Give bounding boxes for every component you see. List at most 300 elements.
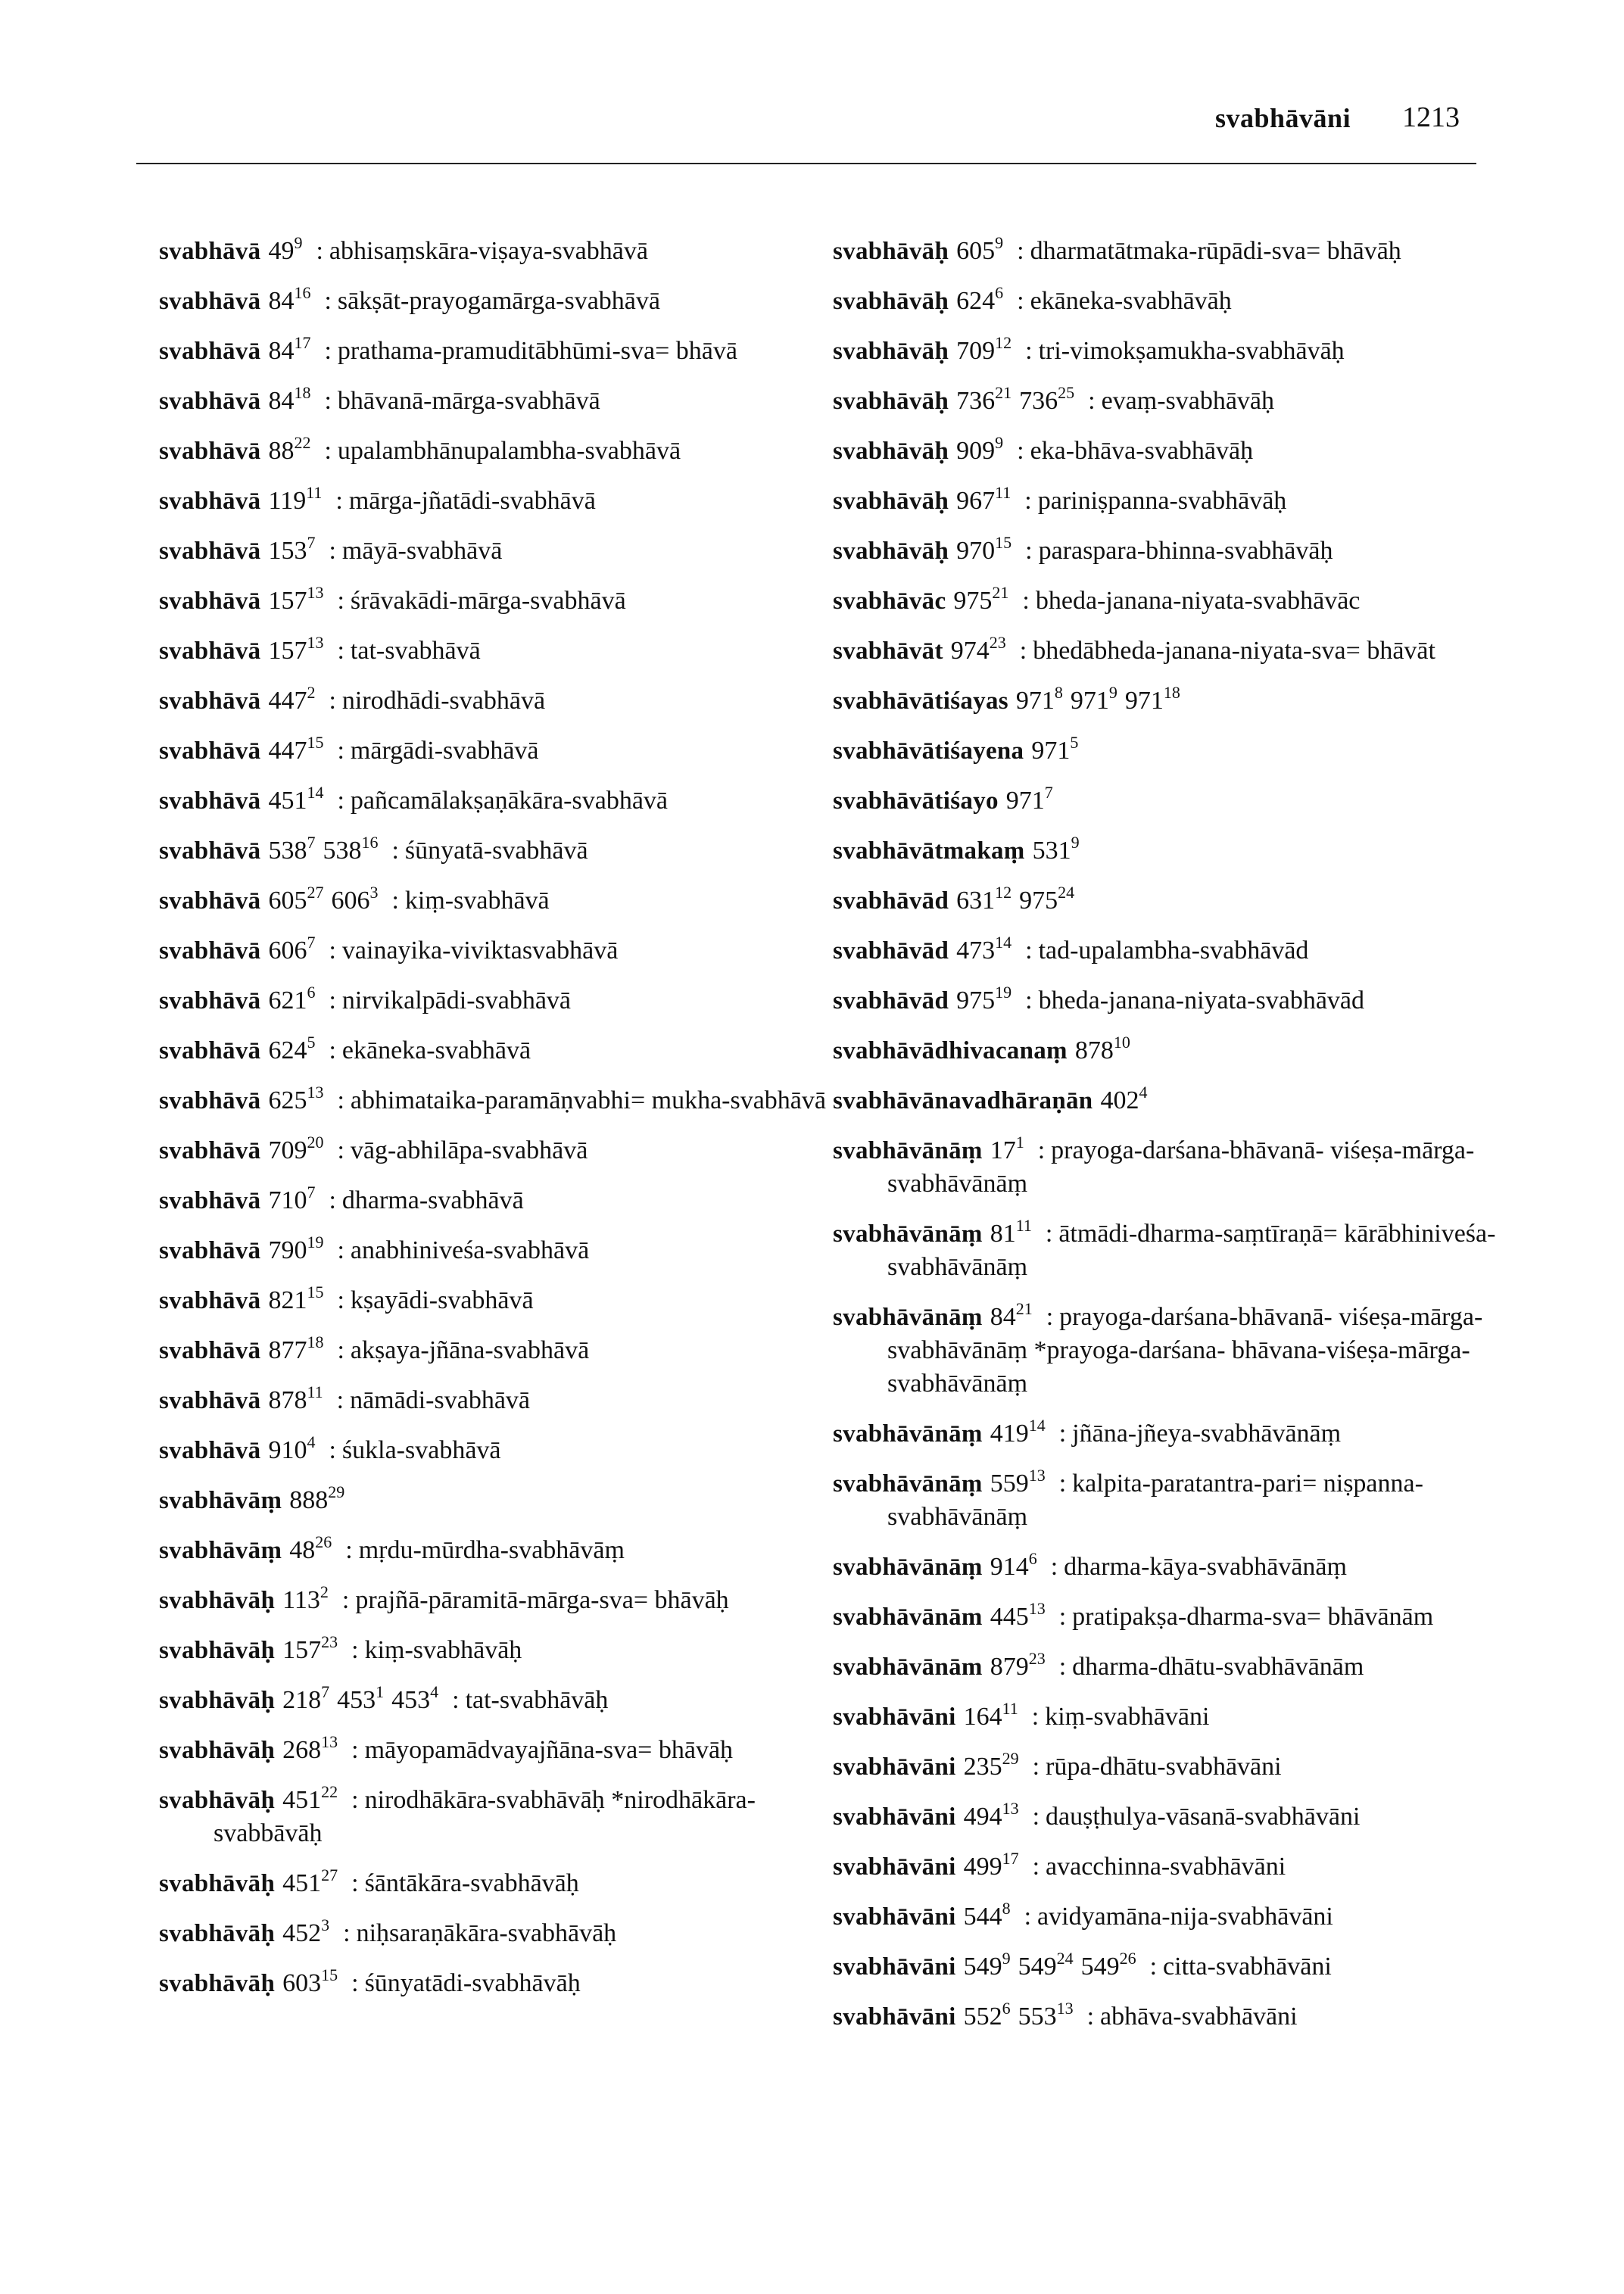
ref-line: 11 — [1002, 1699, 1018, 1718]
page-line-reference — [990, 1299, 1033, 1331]
entry-headword: svabhāvānavadhāraṇān — [833, 1087, 1093, 1114]
colon-separator: : — [1088, 387, 1096, 415]
page-line-reference — [990, 1649, 1046, 1681]
entry-headword: svabhāvā — [159, 438, 261, 465]
index-entry — [833, 235, 1499, 268]
entry-headword: svabhāvānāṃ — [833, 1304, 983, 1331]
ref-page: 113 — [282, 1586, 320, 1614]
ref-line: 18 — [307, 1332, 324, 1351]
entry-references — [1032, 833, 1087, 865]
index-entry — [159, 535, 840, 568]
entry-headword: svabhāvānāṃ — [833, 1137, 983, 1164]
page-line-reference — [268, 933, 316, 965]
entry-compound: māyopamādvayajñāna-sva= bhāvāḥ — [364, 1736, 734, 1764]
page-line-reference — [1100, 1083, 1148, 1114]
ref-page: 549 — [1080, 1953, 1120, 1981]
ref-line: 5 — [1070, 733, 1079, 752]
entry-references — [963, 1799, 1027, 1831]
entry-compound: niḥsaraṇākāra-svabhāvāḥ — [356, 1919, 617, 1947]
entry-headword: svabhāvād — [833, 987, 949, 1015]
entry-compound: anabhiniveśa-svabhāvā — [350, 1236, 590, 1264]
ref-line: 3 — [321, 1915, 330, 1934]
ref-page: 975 — [953, 587, 993, 615]
colon-separator: : — [351, 1869, 359, 1897]
index-entry — [833, 485, 1499, 518]
index-entry — [159, 1284, 840, 1317]
entry-compound: bhedābheda-janana-niyata-sva= bhāvāt — [1033, 637, 1435, 665]
entry-headword: svabhāvāḥ — [159, 1787, 276, 1814]
page-line-reference — [1019, 883, 1075, 915]
page-line-reference — [956, 233, 1004, 265]
page-line-reference — [268, 1033, 316, 1064]
ref-page: 877 — [268, 1336, 307, 1364]
entry-compound: prayoga-darśana-bhāvanā- viśeṣa-mārga-svabhāvānāṃ — [887, 1136, 1475, 1198]
ref-page: 544 — [963, 1903, 1002, 1931]
entry-references — [963, 1749, 1027, 1781]
colon-separator: : — [1032, 1803, 1040, 1831]
entry-references — [990, 1599, 1053, 1631]
index-entry — [159, 435, 840, 468]
entry-compound: śūnyatā-svabhāvā — [404, 837, 588, 865]
entry-references — [956, 883, 1082, 915]
page-line-reference — [268, 1233, 324, 1264]
entry-compound: ātmādi-dharma-saṃtīraṇā= kārābhiniveśa-svabhāvānāṃ — [887, 1220, 1496, 1281]
ref-page: 621 — [268, 986, 307, 1015]
page-line-reference — [950, 633, 1006, 665]
entry-references — [268, 233, 310, 265]
entry-headword: svabhāvāc — [833, 588, 946, 615]
ref-page: 164 — [963, 1703, 1002, 1731]
ref-line: 15 — [307, 733, 324, 752]
index-entry — [833, 834, 1499, 868]
entry-references — [268, 733, 331, 765]
colon-separator: : — [351, 1736, 359, 1764]
index-entry — [833, 634, 1499, 668]
ref-line: 20 — [307, 1133, 324, 1152]
ref-line: 10 — [1113, 1033, 1130, 1052]
entry-references — [990, 1466, 1053, 1498]
ref-line: 6 — [1028, 1549, 1037, 1568]
ref-line: 2 — [307, 683, 316, 702]
ref-page: 453 — [391, 1686, 431, 1714]
index-entry — [159, 235, 840, 268]
entry-compound: prathama-pramuditābhūmi-sva= bhāvā — [337, 337, 737, 365]
page-line-reference — [268, 533, 316, 565]
index-entry — [833, 2000, 1499, 2034]
index-entry — [833, 1601, 1499, 1634]
ref-page: 538 — [268, 837, 307, 865]
colon-separator: : — [1024, 1903, 1032, 1931]
ref-page: 494 — [963, 1803, 1002, 1831]
ref-page: 971 — [1015, 687, 1055, 715]
page-line-reference — [1018, 1949, 1074, 1981]
entry-references — [282, 1865, 345, 1897]
page-line-reference — [268, 433, 311, 465]
ref-line: 19 — [307, 1233, 324, 1251]
index-entry — [159, 1034, 840, 1068]
entry-headword: svabhāvānāṃ — [833, 1470, 983, 1498]
entry-compound: mārga-jñatādi-svabhāvā — [348, 487, 596, 515]
page-line-reference — [289, 1532, 332, 1564]
entry-compound: śāntākāra-svabhāvāḥ — [364, 1869, 579, 1897]
entry-references — [289, 1532, 339, 1564]
entry-references — [268, 483, 329, 515]
page-line-reference — [956, 883, 1012, 915]
entry-references — [282, 1682, 446, 1714]
ref-line: 16 — [294, 283, 311, 302]
entry-references — [268, 333, 318, 365]
page-line-reference — [990, 1416, 1046, 1448]
colon-separator: : — [1050, 1553, 1058, 1581]
entry-references — [956, 383, 1082, 415]
page-line-reference — [268, 1083, 324, 1114]
ref-page: 549 — [1018, 1953, 1057, 1981]
page-line-reference — [268, 833, 316, 865]
ref-page: 549 — [963, 1953, 1002, 1981]
colon-separator: : — [329, 986, 336, 1015]
ref-page: 559 — [990, 1470, 1029, 1498]
entry-references — [268, 983, 323, 1015]
ref-line: 19 — [995, 983, 1012, 1002]
ref-page: 531 — [1032, 837, 1071, 865]
entry-headword: svabhāvānāṃ — [833, 1420, 983, 1448]
index-entry — [159, 1234, 840, 1267]
colon-separator: : — [337, 1236, 344, 1264]
page-line-reference — [963, 1899, 1011, 1931]
colon-separator: : — [343, 1919, 351, 1947]
ref-page: 878 — [1074, 1036, 1114, 1064]
page-line-reference — [268, 683, 316, 715]
page-line-reference — [956, 933, 1012, 965]
ref-page: 452 — [282, 1919, 322, 1947]
entry-references — [956, 283, 1011, 315]
colon-separator: : — [1025, 986, 1033, 1015]
entry-compound: jñāna-jñeya-svabhāvānāṃ — [1072, 1420, 1342, 1448]
index-entry — [833, 1034, 1499, 1068]
ref-line: 7 — [307, 533, 316, 552]
page-line-reference — [282, 1782, 338, 1814]
page-line-reference — [956, 333, 1012, 365]
entry-compound: bhāvanā-mārga-svabhāvā — [337, 387, 600, 415]
entry-headword: svabhāvāḥ — [159, 1637, 276, 1664]
ref-page: 967 — [956, 487, 996, 515]
index-entry — [159, 884, 840, 918]
entry-headword: svabhāvāḥ — [833, 338, 949, 365]
ref-page: 268 — [282, 1736, 322, 1764]
entry-compound: ekāneka-svabhāvā — [341, 1036, 531, 1064]
colon-separator: : — [345, 1536, 353, 1564]
entry-headword: svabhāvāni — [833, 2003, 956, 2031]
ref-page: 878 — [268, 1386, 307, 1414]
entry-references — [1100, 1083, 1155, 1114]
colon-separator: : — [337, 587, 344, 615]
index-entry — [159, 1734, 840, 1767]
entry-compound: evaṃ-svabhāvāḥ — [1101, 387, 1275, 415]
ref-line: 9 — [995, 233, 1004, 252]
entry-compound: upalambhānupalambha-svabhāvā — [337, 437, 681, 465]
index-entry — [159, 1867, 840, 1900]
entry-headword: svabhāvā — [159, 238, 261, 265]
left-column — [159, 235, 840, 2017]
ref-page: 119 — [268, 487, 307, 515]
ref-line: 9 — [995, 433, 1004, 452]
page-line-reference — [990, 1599, 1046, 1631]
page-line-reference — [990, 1133, 1024, 1164]
page-line-reference — [1080, 1949, 1136, 1981]
index-entry — [833, 1551, 1499, 1584]
entry-headword: svabhāvā — [159, 588, 261, 615]
ref-line: 15 — [321, 1965, 338, 1984]
ref-page: 709 — [956, 337, 996, 365]
ref-line: 23 — [1028, 1649, 1046, 1668]
ref-page: 84 — [268, 287, 295, 315]
running-head-word: svabhāvāni — [1215, 103, 1351, 133]
ref-line: 29 — [328, 1482, 345, 1501]
entry-references — [268, 833, 385, 865]
colon-separator: : — [316, 237, 323, 265]
entry-headword: svabhāvāḥ — [833, 538, 949, 565]
index-entry — [833, 1134, 1499, 1201]
entry-compound: vainayika-viviktasvabhāvā — [341, 937, 619, 965]
entry-compound: bheda-janana-niyata-svabhāvād — [1038, 986, 1365, 1015]
ref-line: 9 — [1071, 833, 1080, 852]
entry-references — [282, 1782, 345, 1814]
ref-line: 13 — [1002, 1799, 1019, 1818]
ref-line: 8 — [1002, 1899, 1011, 1918]
page-line-reference — [289, 1482, 345, 1514]
ref-line: 22 — [321, 1782, 338, 1801]
index-entry — [159, 1684, 840, 1717]
entry-compound: avidyamāna-nija-svabhāvāni — [1037, 1903, 1333, 1931]
index-entry — [833, 285, 1499, 318]
entry-references — [990, 1133, 1032, 1164]
ref-page: 235 — [963, 1753, 1002, 1781]
entry-headword: svabhāvā — [159, 887, 261, 915]
entry-references — [1015, 683, 1188, 715]
colon-separator: : — [1058, 1653, 1067, 1681]
entry-headword: svabhāvāṃ — [159, 1487, 282, 1514]
entry-references — [268, 683, 323, 715]
page-line-reference — [268, 583, 324, 615]
entry-references — [956, 983, 1019, 1015]
entry-references — [956, 433, 1011, 465]
entry-references — [268, 933, 323, 965]
entry-compound: dharma-svabhāvā — [341, 1186, 524, 1214]
entry-compound: nāmādi-svabhāvā — [350, 1386, 530, 1414]
ref-line: 24 — [1058, 883, 1075, 902]
index-entry — [833, 1084, 1499, 1117]
ref-line: 23 — [989, 633, 1006, 652]
ref-page: 710 — [268, 1186, 307, 1214]
ref-line: 21 — [992, 583, 1009, 602]
page-number: 1213 — [1402, 101, 1460, 133]
entry-references — [282, 1732, 345, 1764]
page-line-reference — [1124, 683, 1180, 715]
colon-separator: : — [1025, 937, 1033, 965]
ref-line: 7 — [1044, 783, 1053, 802]
page-line-reference — [391, 1682, 439, 1714]
ref-line: 29 — [1002, 1749, 1019, 1768]
entry-references — [990, 1216, 1040, 1248]
index-entry — [833, 1950, 1499, 1984]
colon-separator: : — [1037, 1136, 1046, 1164]
entry-headword: svabhāvāḥ — [159, 1737, 276, 1764]
entry-compound: abhimataika-paramāṇvabhi= mukha-svabhāvā — [350, 1086, 826, 1114]
index-entry — [159, 1434, 840, 1467]
colon-separator: : — [336, 1386, 344, 1414]
index-entry — [159, 1967, 840, 2000]
entry-headword: svabhāvāḥ — [833, 438, 949, 465]
ref-line: 11 — [995, 483, 1011, 502]
page-line-reference — [963, 1999, 1011, 2031]
entry-compound: bheda-janana-niyata-svabhāvāc — [1035, 587, 1361, 615]
entry-compound: sākṣāt-prayogamārga-svabhāvā — [337, 287, 660, 315]
ref-page: 975 — [956, 986, 996, 1015]
entry-references — [268, 283, 318, 315]
ref-page: 499 — [963, 1853, 1002, 1881]
entry-references — [963, 1699, 1026, 1731]
ref-page: 709 — [268, 1136, 307, 1164]
entry-references — [953, 583, 1016, 615]
ref-line: 23 — [321, 1632, 338, 1651]
ref-page: 888 — [289, 1486, 329, 1514]
page-line-reference — [268, 383, 311, 415]
entry-compound: citta-svabhāvāni — [1163, 1953, 1332, 1981]
entry-headword: svabhāvāḥ — [159, 1687, 276, 1714]
entry-headword: svabhāvā — [159, 737, 261, 765]
entry-headword: svabhāvā — [159, 1087, 261, 1114]
colon-separator: : — [341, 1586, 350, 1614]
page-line-reference — [282, 1865, 338, 1897]
entry-references — [956, 233, 1011, 265]
index-entry — [159, 335, 840, 368]
ref-page: 445 — [990, 1603, 1029, 1631]
entry-headword: svabhāvāni — [833, 1853, 956, 1881]
index-entry — [833, 335, 1499, 368]
page-line-reference — [1032, 833, 1080, 865]
entry-headword: svabhāvādhivacanaṃ — [833, 1037, 1068, 1064]
entry-compound: tri-vimokṣamukha-svabhāvāḥ — [1038, 337, 1345, 365]
entry-headword: svabhāvā — [159, 538, 261, 565]
colon-separator: : — [329, 687, 336, 715]
page-line-reference — [268, 783, 324, 815]
entry-headword: svabhāvād — [833, 937, 949, 965]
index-entry — [833, 1800, 1499, 1834]
entry-headword: svabhāvā — [159, 1037, 261, 1064]
page-line-reference — [282, 1632, 338, 1664]
entry-references — [956, 533, 1019, 565]
ref-line: 3 — [369, 883, 379, 902]
colon-separator: : — [329, 1436, 336, 1464]
index-entry — [159, 984, 840, 1018]
colon-separator: : — [351, 1636, 359, 1664]
entry-references — [282, 1915, 337, 1947]
page-line-reference — [337, 1682, 385, 1714]
colon-separator: : — [324, 437, 332, 465]
colon-separator: : — [337, 637, 344, 665]
ref-page: 914 — [990, 1553, 1029, 1581]
entry-headword: svabhāvāḥ — [159, 1920, 276, 1947]
ref-page: 17 — [990, 1136, 1016, 1164]
entry-headword: svabhāvāḥ — [833, 488, 949, 515]
index-entry — [159, 1334, 840, 1367]
ref-line: 5 — [307, 1033, 316, 1052]
ref-page: 48 — [289, 1536, 316, 1564]
colon-separator: : — [324, 337, 332, 365]
ref-page: 451 — [268, 787, 307, 815]
page-line-reference — [956, 433, 1004, 465]
index-entry — [833, 1900, 1499, 1934]
page-line-reference — [1005, 783, 1053, 815]
ref-line: 13 — [307, 1083, 324, 1102]
ref-line: 8 — [1054, 683, 1063, 702]
ref-line: 18 — [1163, 683, 1180, 702]
ref-line: 9 — [294, 233, 303, 252]
entry-headword: svabhāvā — [159, 1437, 261, 1464]
ref-page: 157 — [268, 637, 307, 665]
page-line-reference — [268, 1133, 324, 1164]
index-entry — [833, 435, 1499, 468]
colon-separator: : — [337, 1286, 344, 1314]
index-entry — [159, 1634, 840, 1667]
ref-page: 453 — [337, 1686, 376, 1714]
entry-references — [1005, 783, 1061, 815]
ref-line: 13 — [1056, 1999, 1074, 2018]
colon-separator: : — [1032, 1753, 1040, 1781]
entry-compound: dharmatātmaka-rūpādi-sva= bhāvāḥ — [1030, 237, 1401, 265]
page-line-reference — [268, 983, 316, 1015]
colon-separator: : — [1058, 1420, 1067, 1448]
index-entry — [159, 634, 840, 668]
ref-page: 603 — [282, 1969, 322, 1997]
entry-headword: svabhāvā — [159, 687, 261, 715]
entry-compound: kalpita-paratantra-pari= niṣpanna-svabhāvānāṃ — [887, 1470, 1423, 1531]
entry-headword: svabhāvā — [159, 288, 261, 315]
entry-compound: śrāvakādi-mārga-svabhāvā — [350, 587, 626, 615]
ref-page: 473 — [956, 937, 996, 965]
ref-page: 790 — [268, 1236, 307, 1264]
index-entry — [159, 485, 840, 518]
index-entry — [833, 1750, 1499, 1784]
colon-separator: : — [351, 1969, 359, 1997]
ref-line: 7 — [307, 833, 316, 852]
ref-line: 2 — [320, 1582, 329, 1601]
ref-line: 26 — [315, 1532, 332, 1551]
colon-separator: : — [1046, 1303, 1054, 1331]
index-entry — [159, 934, 840, 968]
entry-references — [268, 1432, 323, 1464]
index-entry — [833, 1217, 1499, 1284]
ref-page: 821 — [268, 1286, 307, 1314]
ref-line: 27 — [307, 883, 324, 902]
entry-headword: svabhāvānām — [833, 1653, 983, 1681]
entry-references — [990, 1299, 1040, 1331]
ref-line: 4 — [307, 1432, 316, 1451]
ref-page: 624 — [956, 287, 996, 315]
colon-separator: : — [1022, 587, 1030, 615]
entry-headword: svabhāvā — [159, 1237, 261, 1264]
page-line-reference — [282, 1682, 330, 1714]
page-line-reference — [268, 1432, 316, 1464]
entry-headword: svabhāvātiśayo — [833, 787, 999, 815]
entry-compound: tad-upalambha-svabhāvād — [1038, 937, 1309, 965]
page-line-reference — [268, 333, 311, 365]
ref-line: 25 — [1058, 383, 1075, 402]
ref-line: 11 — [307, 1382, 323, 1401]
entry-headword: svabhāvā — [159, 937, 261, 965]
entry-references — [990, 1649, 1053, 1681]
colon-separator: : — [337, 787, 344, 815]
